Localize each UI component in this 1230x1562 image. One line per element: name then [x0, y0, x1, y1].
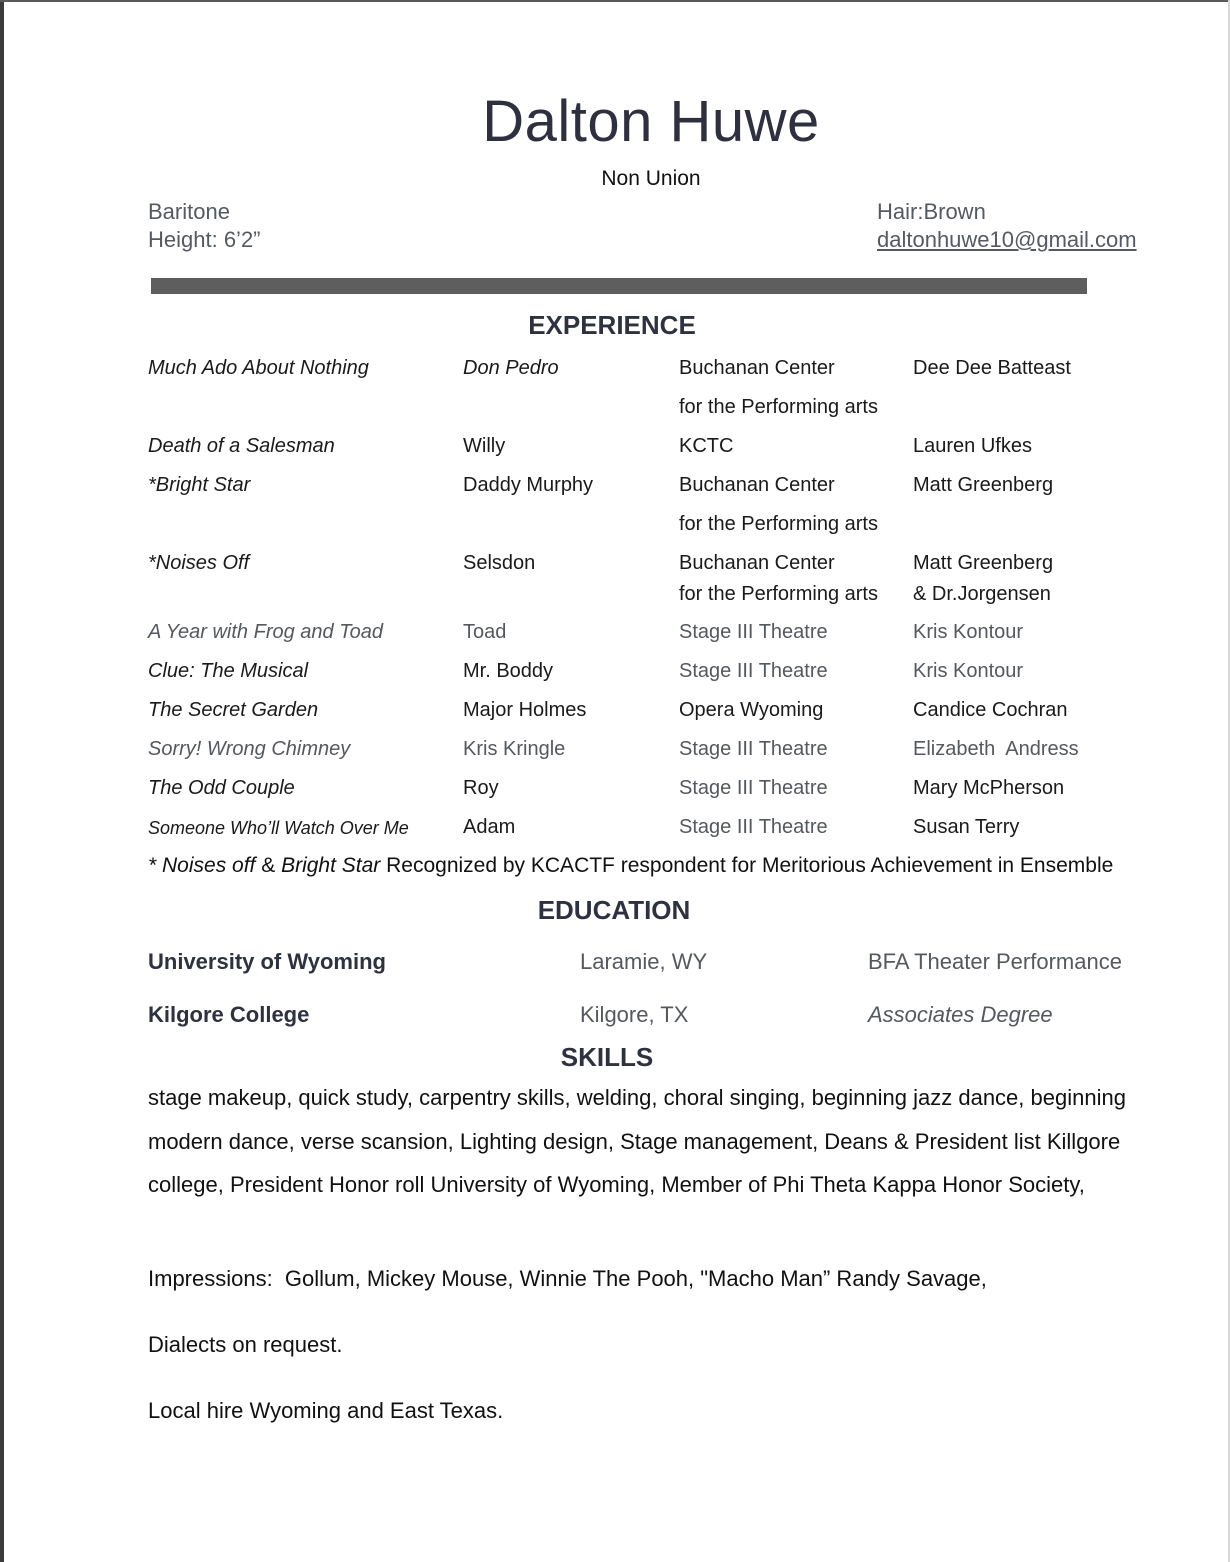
voice-type: Baritone: [148, 199, 230, 224]
director: Matt Greenberg: [913, 552, 1054, 574]
school-location: Laramie, WY: [580, 949, 708, 974]
show-title: Clue: The Musical: [148, 660, 309, 682]
skills-list: stage makeup, quick study, carpentry skills, welding, choral singing, beginning jazz dance, beginning modern dance, verse scansion, Lighting design, Stage management, Deans & President list Killgore college, President Honor roll University of Wyoming, Member of Phi Theta Kappa Honor Society,: [148, 1085, 1126, 1197]
degree: Associates Degree: [868, 1002, 1053, 1027]
show-title: Death of a Salesman: [148, 435, 335, 457]
venue: Stage III Theatre: [679, 621, 828, 643]
show-title: A Year with Frog and Toad: [148, 621, 383, 643]
height: Height: 6’2”: [148, 227, 261, 252]
school-name: Kilgore College: [148, 1002, 310, 1027]
role: Major Holmes: [463, 699, 587, 721]
union-status: Non Union: [601, 167, 701, 190]
venue-line2: for the Performing arts: [679, 583, 878, 605]
role: Willy: [463, 435, 506, 457]
local-hire: Local hire Wyoming and East Texas.: [148, 1398, 504, 1423]
experience-heading: EXPERIENCE: [528, 310, 696, 340]
director: Elizabeth Andress: [913, 738, 1079, 760]
show-title: Much Ado About Nothing: [148, 357, 369, 379]
show-title: *Noises Off: [148, 552, 250, 574]
role: Daddy Murphy: [463, 474, 594, 496]
page-left-border: [0, 0, 4, 1562]
show-title: *Bright Star: [148, 474, 251, 496]
venue: Stage III Theatre: [679, 738, 828, 760]
venue: Stage III Theatre: [679, 777, 828, 799]
director: Dee Dee Batteast: [913, 357, 1071, 379]
director: Lauren Ufkes: [913, 435, 1032, 457]
role: Mr. Boddy: [463, 660, 554, 682]
venue: Stage III Theatre: [679, 660, 828, 682]
venue: Buchanan Center: [679, 474, 835, 496]
role: Roy: [463, 777, 499, 799]
skills-heading: SKILLS: [560, 1042, 654, 1072]
venue: KCTC: [679, 435, 734, 457]
director: Kris Kontour: [913, 660, 1024, 682]
director-line2: & Dr.Jorgensen: [913, 583, 1051, 605]
note-amp: &: [255, 854, 282, 877]
role: Selsdon: [463, 552, 536, 574]
role: Toad: [463, 621, 507, 643]
show-title: Someone Who’ll Watch Over Me: [148, 818, 409, 838]
show-title: The Secret Garden: [148, 699, 319, 721]
personal-info-left: [148, 198, 261, 254]
school-name: University of Wyoming: [148, 949, 386, 974]
degree: BFA Theater Performance: [868, 949, 1122, 974]
note-show-1: * Noises off: [148, 854, 256, 877]
show-title: The Odd Couple: [148, 777, 295, 799]
venue-line2: for the Performing arts: [679, 513, 878, 535]
director: Matt Greenberg: [913, 474, 1054, 496]
venue: Opera Wyoming: [679, 699, 824, 721]
director: Susan Terry: [913, 816, 1020, 838]
director: Candice Cochran: [913, 699, 1068, 721]
resume-name: Dalton Huwe: [482, 89, 820, 154]
email-link[interactable]: daltonhuwe10@gmail.com: [877, 227, 1137, 252]
show-title: Sorry! Wrong Chimney: [148, 738, 351, 760]
hair-color: Hair:Brown: [877, 199, 986, 224]
note-text: Recognized by KCACTF respondent for Meritorious Achievement in Ensemble: [380, 854, 1114, 877]
director: Kris Kontour: [913, 621, 1024, 643]
director: Mary McPherson: [913, 777, 1065, 799]
header-divider: [151, 278, 1087, 294]
role: Adam: [463, 816, 516, 838]
recognition-note: [148, 854, 1113, 878]
role: Kris Kringle: [463, 738, 566, 760]
education-heading: EDUCATION: [537, 895, 691, 925]
venue: Buchanan Center: [679, 357, 835, 379]
personal-info-right: [877, 198, 1137, 254]
page-top-border: [0, 0, 1230, 2]
dialects: Dialects on request.: [148, 1332, 343, 1357]
impressions: Impressions: Gollum, Mickey Mouse, Winnie The Pooh, "Macho Man” Randy Savage,: [148, 1266, 987, 1291]
venue-line2: for the Performing arts: [679, 396, 878, 418]
note-show-2: Bright Star: [281, 854, 381, 877]
role: Don Pedro: [463, 357, 559, 379]
venue: Stage III Theatre: [679, 816, 828, 838]
venue: Buchanan Center: [679, 552, 835, 574]
school-location: Kilgore, TX: [580, 1002, 689, 1027]
